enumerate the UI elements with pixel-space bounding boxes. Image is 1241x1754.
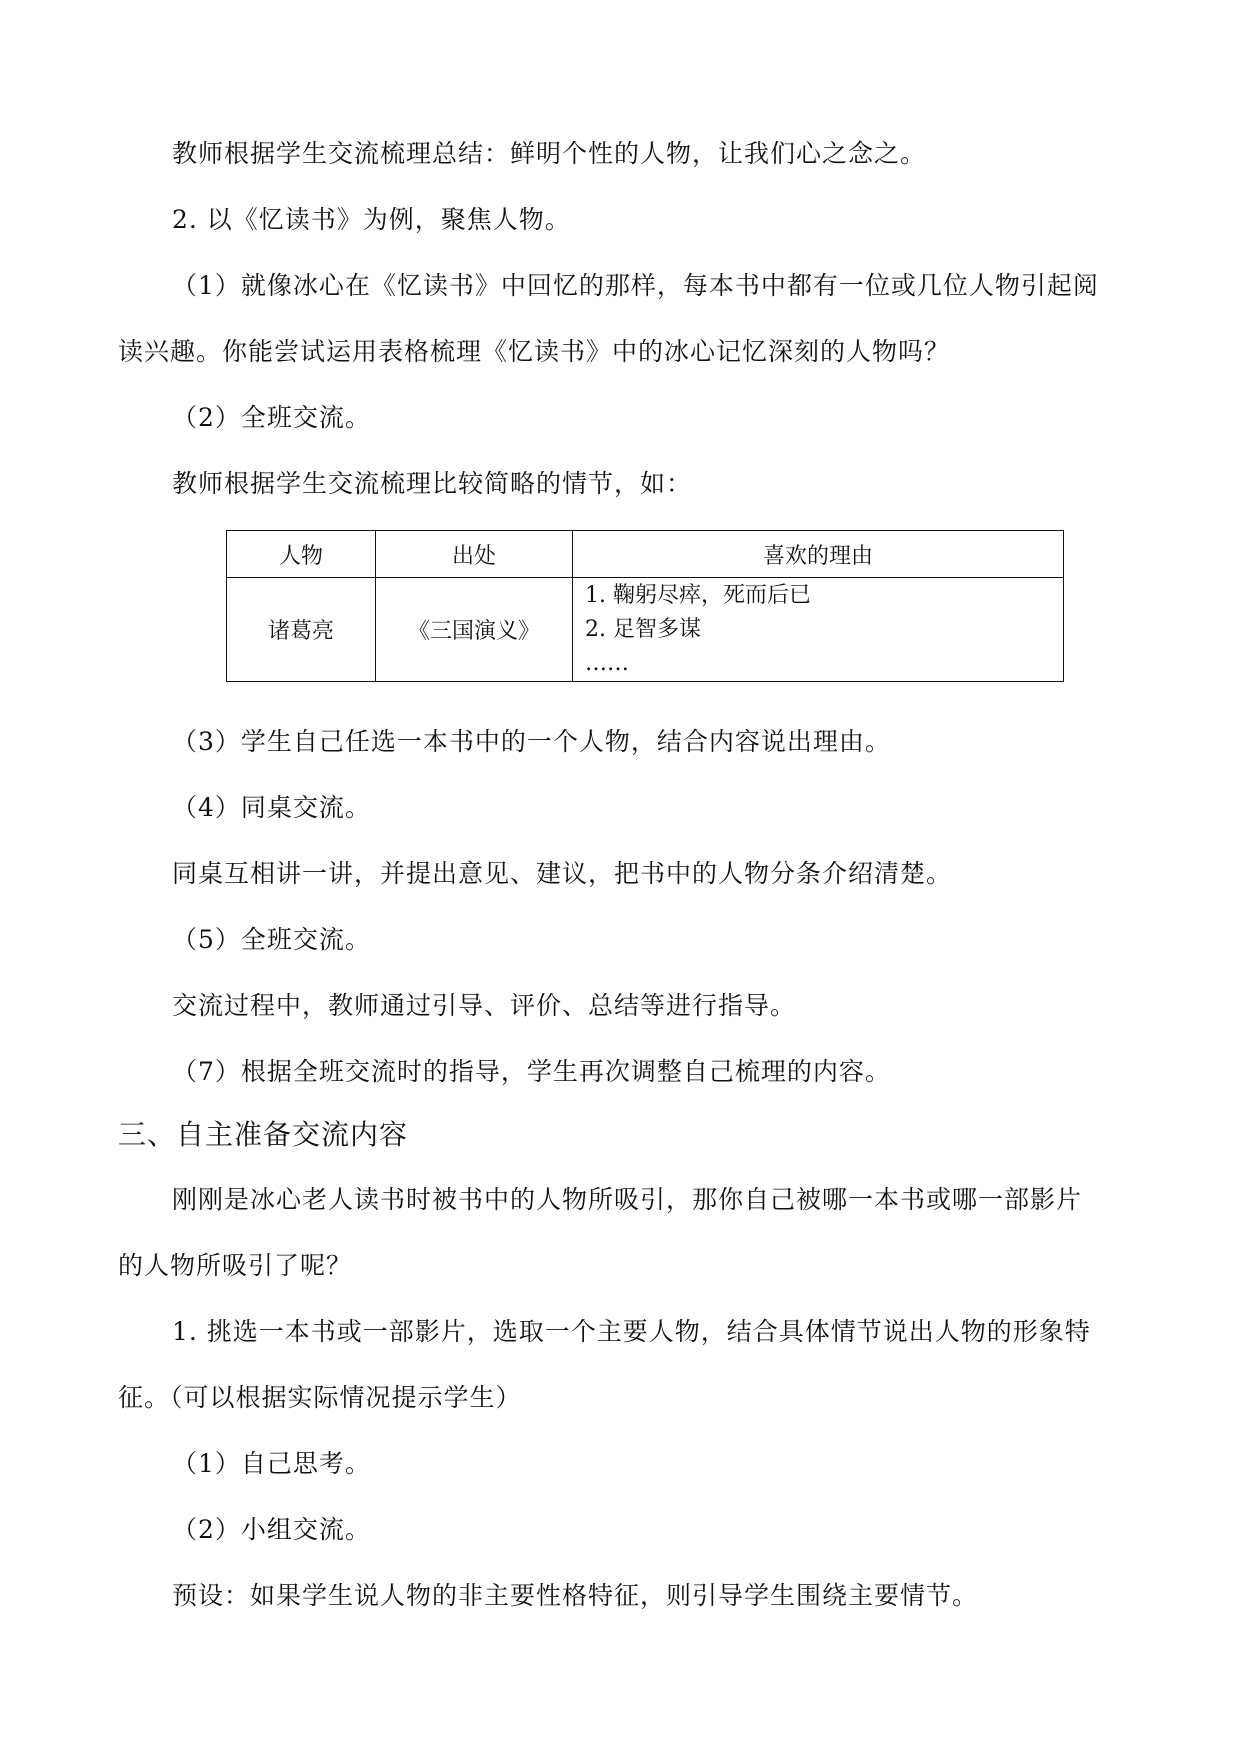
step-4-detail: 同桌互相讲一讲，并提出意见、建议，把书中的人物分条介绍清楚。 <box>172 859 953 888</box>
section-intro-line-2: 的人物所吸引了呢？ <box>118 1251 353 1280</box>
section-intro-line-1: 刚刚是冰心老人读书时被书中的人物所吸引，那你自己被哪一本书或哪一部影片 <box>172 1185 1083 1214</box>
substep-1: （1）自己思考。 <box>172 1449 371 1478</box>
reason-item: 1. 鞠躬尽瘁，死而后已 <box>585 582 811 608</box>
section-heading: 三、自主准备交流内容 <box>118 1118 409 1151</box>
step-5: （5）全班交流。 <box>172 925 371 954</box>
reason-item: …… <box>585 650 629 676</box>
step-1-line-1: （1）就像冰心在《忆读书》中回忆的那样，每本书中都有一位或几位人物引起阅 <box>172 271 1099 300</box>
step-4: （4）同桌交流。 <box>172 793 371 822</box>
step-3: （3）学生自己任选一本书中的一个人物，结合内容说出理由。 <box>172 727 891 756</box>
item-2-title: 2. 以《忆读书》为例，聚焦人物。 <box>172 205 571 234</box>
paragraph-summary: 教师根据学生交流梳理总结：鲜明个性的人物，让我们心之念之。 <box>172 139 927 168</box>
header-reasons: 喜欢的理由 <box>573 531 1064 578</box>
step-2: （2）全班交流。 <box>172 403 371 432</box>
step-7: （7）根据全班交流时的指导，学生再次调整自己梳理的内容。 <box>172 1057 891 1086</box>
item-1-line-2: 征。（可以根据实际情况提示学生） <box>118 1383 522 1412</box>
item-1-line-1: 1. 挑选一本书或一部影片，选取一个主要人物，结合具体情节说出人物的形象特 <box>172 1317 1091 1346</box>
cell-character: 诸葛亮 <box>227 578 376 682</box>
header-character: 人物 <box>227 531 376 578</box>
reason-item: 2. 足智多谋 <box>585 616 701 642</box>
table-row <box>227 578 1064 682</box>
cell-reasons <box>573 578 1064 682</box>
header-source: 出处 <box>376 531 573 578</box>
preset-note: 预设：如果学生说人物的非主要性格特征，则引导学生围绕主要情节。 <box>172 1581 979 1610</box>
character-table <box>226 530 1064 682</box>
step-1-line-2: 读兴趣。你能尝试运用表格梳理《忆读书》中的冰心记忆深刻的人物吗？ <box>118 337 951 366</box>
table-header-row <box>227 531 1064 578</box>
cell-source: 《三国演义》 <box>376 578 573 682</box>
step-5-detail: 交流过程中，教师通过引导、评价、总结等进行指导。 <box>172 991 797 1020</box>
table-intro: 教师根据学生交流梳理比较简略的情节，如： <box>172 469 693 498</box>
substep-2: （2）小组交流。 <box>172 1515 371 1544</box>
